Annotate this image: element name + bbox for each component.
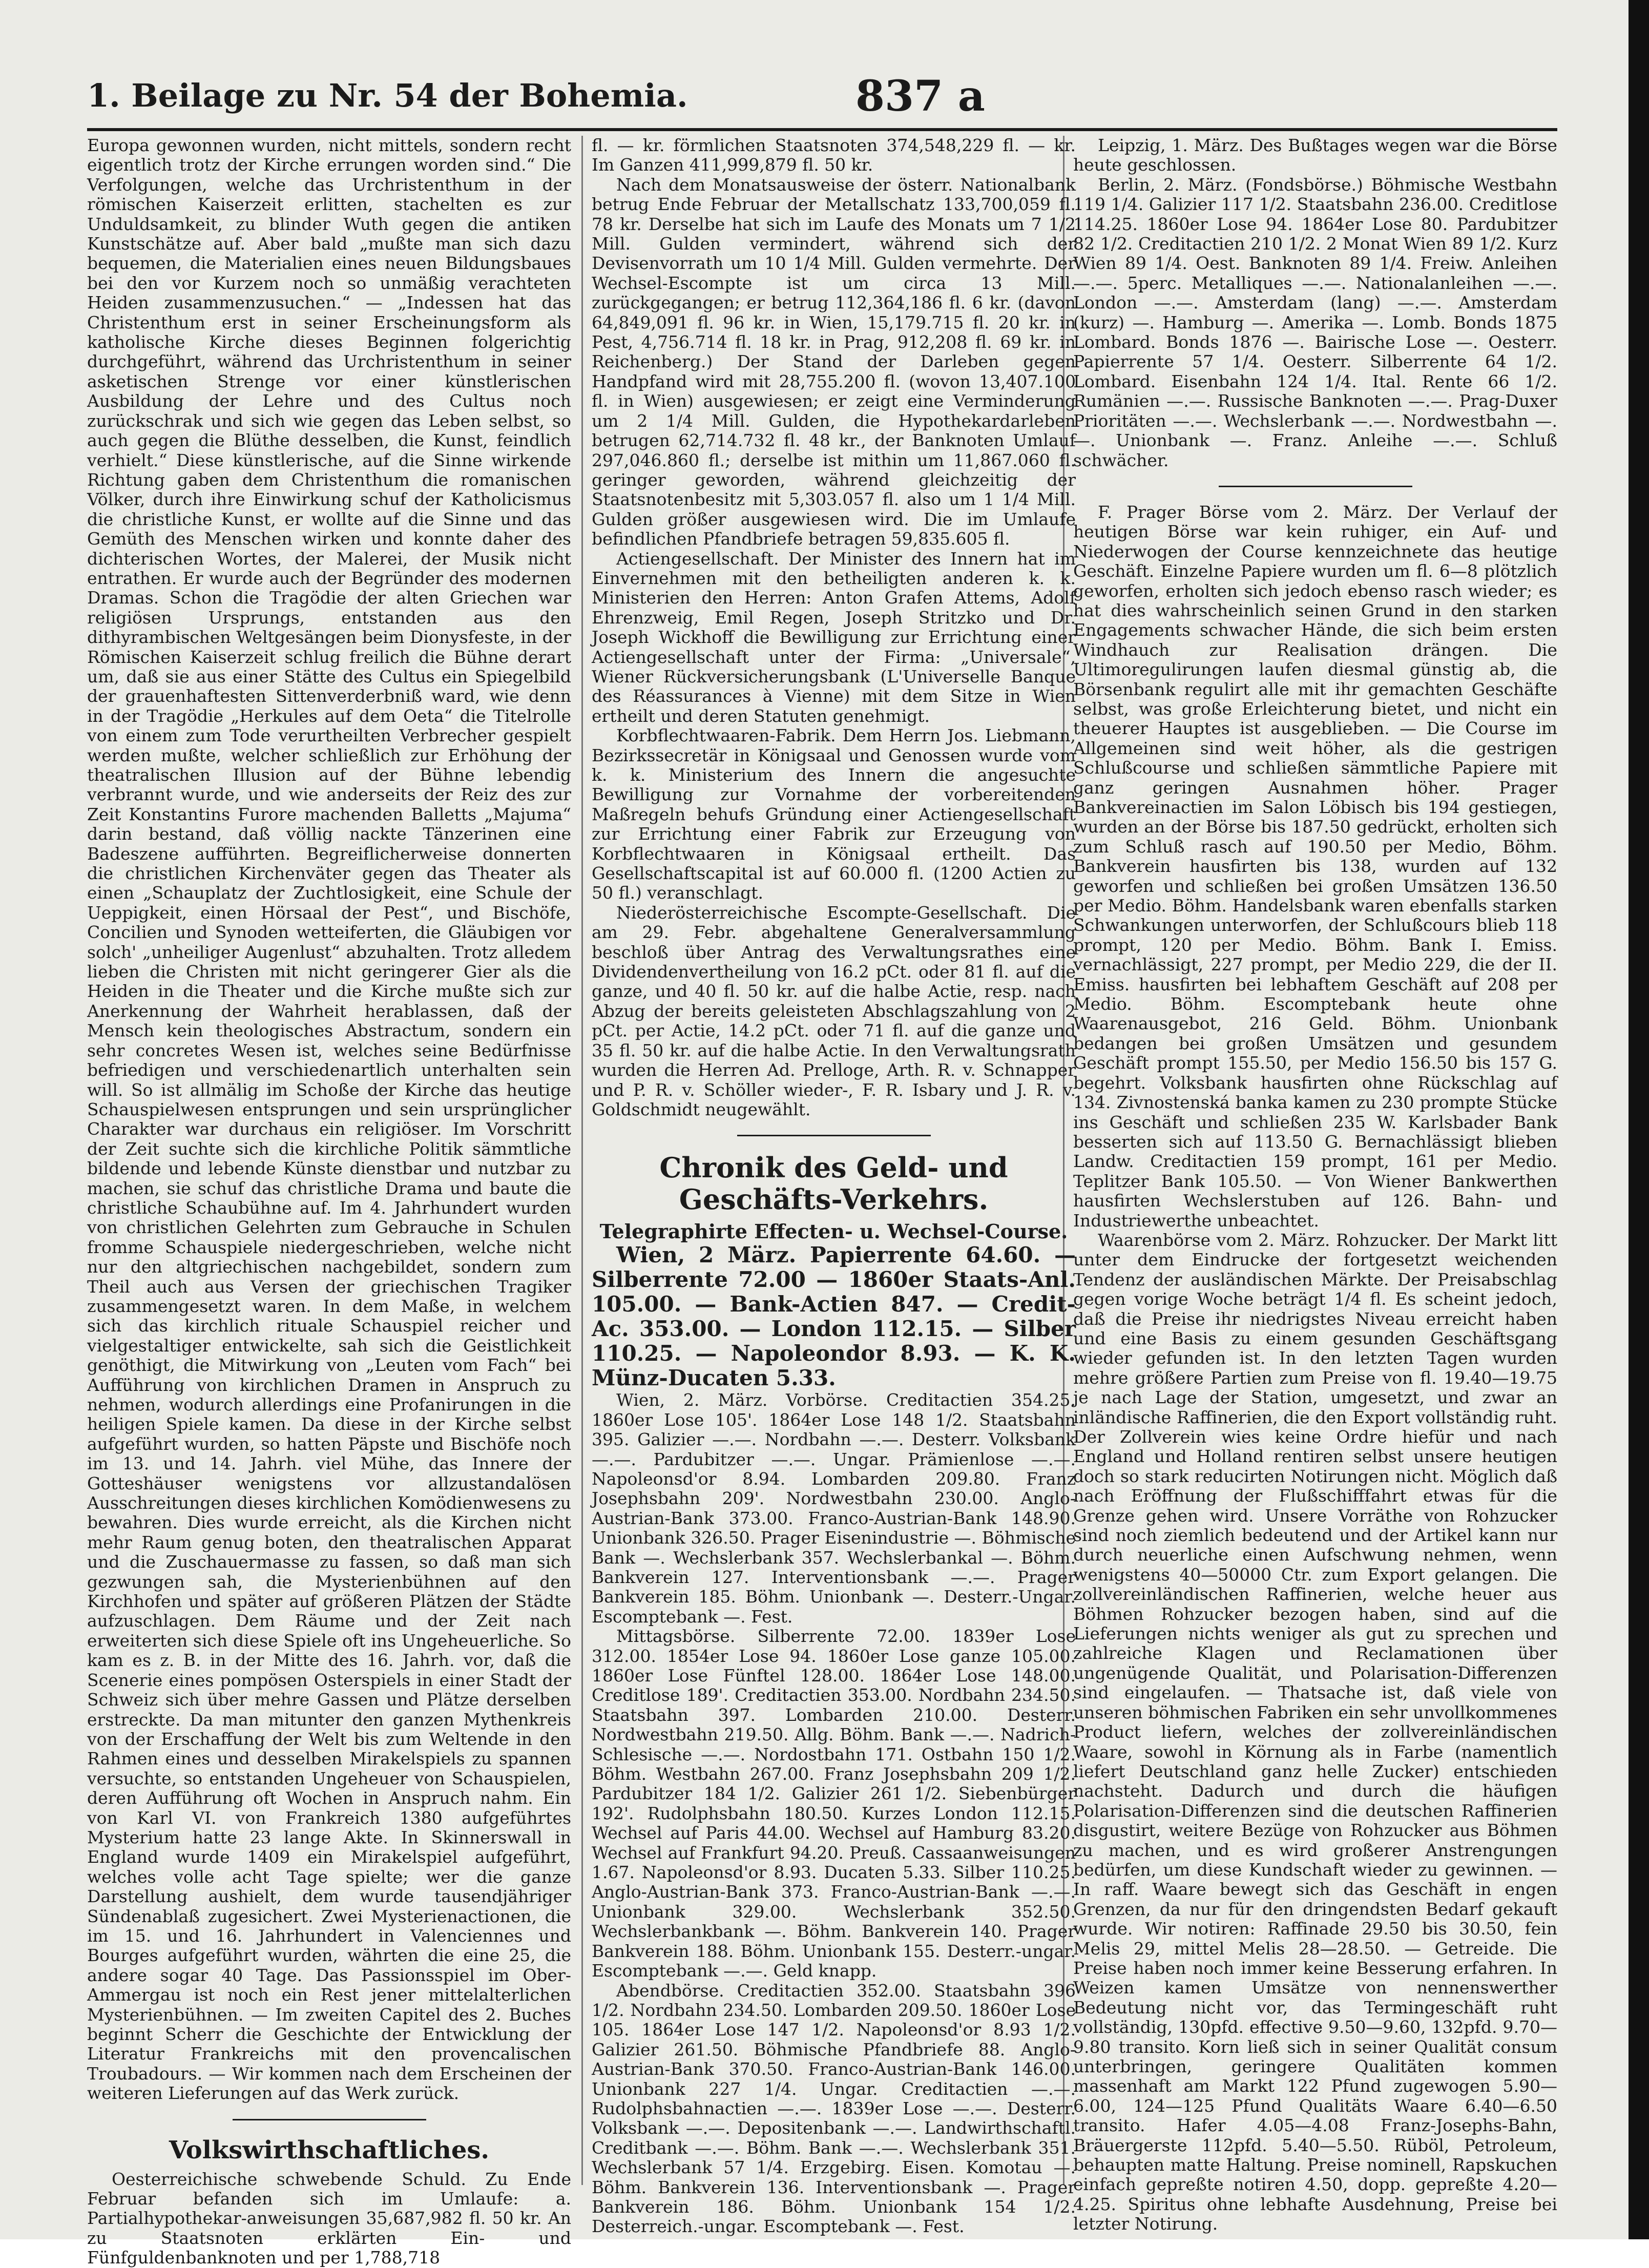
section-heading: Chronik des Geld- und Geschäfts-Verkehrs.: [659, 1151, 1008, 1216]
header-rule: [87, 128, 1557, 131]
section-rule: [233, 2119, 426, 2120]
article-text: Niederösterreichische Escompte-Gesellschaft. Die am 29. Febr. abgehaltene Generalversammlung beschloß über Antrag des Verwaltungsrathes eine Dividendenvertheilung von 16.2 pCt. oder 81 fl. auf die ganze, und 40 fl. 50 kr. auf die halbe Actie, resp. nach Abzug der bereits geleisteten Abschlagszahlung von 2 pCt. per Actie, 14.2 pCt. oder 71 fl. auf die ganze und 35 fl. 50 kr. auf die halbe Actie. In den Verwaltungsrath wurden die Herren Ad. Prelloge, Arth. R. v. Schnapper und P. R. v. Schöller wieder-, F. R. Isbary und J. R. v. Goldschmidt neugewählt.: [592, 902, 1076, 1119]
column-2: [592, 135, 1076, 2237]
section-subheading: Telegraphirte Effecten- u. Wechsel-Course.: [599, 1220, 1068, 1243]
article-text: Waarenbörse vom 2. März. Rohzucker. Der Markt litt unter dem Eindrucke der fortgesetzt weichenden Tendenz der ausländischen Märkte. Der Preisabschlag gegen vorige Woche beträgt 1/4 fl. Es scheint jedoch, daß die Preise ihr niedrigstes Niveau erreicht haben und eine Basis zu einem gesunden Geschäftsgang wieder gefunden ist. In den letzten Tagen wurden mehre größere Partien zum Preise von fl. 19.40—19.75 je nach Lage der Station, umgesetzt, und zwar an inländische Raffinerien, die den Export vollständig ruht. Der Zollverein wies keine Ordre hiefür und nach England und Holland rentiren selbst unsere heutigen doch so stark reducirten Notirungen nicht. Möglich daß nach Eröffnung der Flußschifffahrt etwas für die Grenze gehen wird. Unsere Vorräthe von Rohzucker sind noch ziemlich bedeutend und der Artikel kann nur durch neuerliche einen Aufschwung nehmen, wenn wenigstens 40—50000 Ctr. zum Export gelangen. Die zollvereinländischen Raffinerien, welche heuer aus Böhmen Rohzucker bezogen haben, sind auf die Lieferungen nichts weniger als gut zu sprechen und zahlreiche Klagen und Reclamationen über ungenügende Qualität, und Polarisation-Differenzen sind eingelaufen. — Thatsache ist, daß viele von unseren böhmischen Fabriken ein sehr unvollkommenes Product liefern, welches der zollvereinländischen Waare, sowohl in Körnung als in Farbe (namentlich liefert Deutschland ganz helle Zucker) entschieden nachsteht. Dadurch und durch die häufigen Polarisation-Differenzen sind die deutschen Raffinerien disgustirt, weitere Bezüge von Rohzucker aus Böhmen zu machen, und es wird großerer Anstrengungen bedürfen, um diese Kundschaft wieder zu gewinnen. — In raff. Waare bewegt sich das Geschäft in engen Grenzen, da nur für den dringendsten Bedarf gekauft wurde. Wir notiren: Raffinade 29.50 bis 30.50, fein Melis 29, mittel Melis 28—28.50. — Getreide. Die Preise haben noch immer keine Besserung erfahren. In Weizen kamen Umsätze von nennenswerther Bedeutung nicht vor, das Termingeschäft ruht vollständig, 130pfd. effective 9.50—9.60, 132pfd. 9.70—9.80 transito. Korn ließ sich in seiner Qualität consum unterbringen, geringere Qualitäten kommen massenhaft am Markt 122 Pfund zugewogen 5.90—6.00, 124—125 Pfund Qualitäts Waare 6.40—6.50 transito. Hafer 4.05—4.08 Franz-Josephs-Bahn, Bräuergerste 112pfd. 5.40—5.50. Rüböl, Petroleum, behaupten matte Haltung. Preise nominell, Rapskuchen einfach gepreßte notiren 4.50, dopp. gepreßte 4.20—4.25. Spiritus ohne lebhafte Ausdehnung, Preise bei letzter Notirung.: [1073, 1230, 1557, 2234]
article-text: Wien, 2. März. Vorbörse. Creditactien 354.25. 1860er Lose 105'. 1864er Lose 148 1/2. Staatsbahn 395. Galizier —.—. Nordbahn —.—. Desterr. Volksbank —.—. Pardubitzer —.—. Ungar. Prämienlose —.—. Napoleonsd'or 8.94. Lombarden 209.80. Franz Josephsbahn 209'. Nordwestbahn 230.00. Anglo-Austrian-Bank 373.00. Franco-Austrian-Bank 148.90. Unionbank 326.50. Prager Eisenindustrie —. Böhmische Bank —. Wechslerbank 357. Wechslerbankal —. Böhm. Bankverein 127. Interventionsbank —.—. Prager Bankverein 185. Böhm. Unionbank —. Desterr.-Ungar. Escomptebank —. Fest.: [592, 1390, 1076, 1627]
section-heading: Volkswirthschaftliches.: [169, 2135, 490, 2165]
telegram-courses: Wien, 2 März. Papierrente 64.60. — Silberrente 72.00 — 1860er Staats-Anl. 105.00. — Bank-Actien 847. — Credit-Ac. 353.00. — London 112.15. — Silber 110.25. — Napoleondor 8.93. — K. K. Münz-Ducaten 5.33.: [592, 1242, 1076, 1391]
article-text: fl. — kr. förmlichen Staatsnoten 374,548,229 fl. — kr. Im Ganzen 411,999,879 fl. 50 kr.: [592, 135, 1076, 175]
article-text: Abendbörse. Creditactien 352.00. Staatsbahn 396 1/2. Nordbahn 234.50. Lombarden 209.50. 1860er Lose 105. 1864er Lose 147 1/2. Napoleonsd'or 8.93 1/2. Galizier 261.50. Böhmische Pfandbriefe 88. Anglo-Austrian-Bank 370.50. Franco-Austrian-Bank 146.00. Unionbank 227 1/4. Ungar. Creditactien —.—. Rudolphsbahnactien —.—. 1839er Lose —.—. Desterr. Volksbank —.—. Depositenbank —.—. Landwirthschaftl. Creditbank —.—. Böhm. Bank —.—. Wechslerbank 351. Wechslerbank 57 1/4. Erzgebirg. Eisen. Komotau —. Böhm. Bankverein 136. Interventionsbank —. Prager Bankverein 186. Böhm. Unionbank 154 1/2. Desterreich.-ungar. Escomptebank —. Fest.: [592, 1980, 1076, 2237]
page-header: [87, 72, 1557, 126]
column-divider: [581, 136, 583, 2185]
article-text: Korbflechtwaaren-Fabrik. Dem Herrn Jos. Liebmann, Bezirkssecretär in Königsaal und Genossen wurde vom k. k. Ministerium des Innern die angesuchte Bewilligung zur Vornahme der vorbereitenden Maßregeln behufs Gründung einer Actiengesellschaft zur Errichtung einer Fabrik zur Erzeugung von Korbflechtwaaren in Königsaal ertheilt. Das Gesellschaftscapital ist auf 60.000 fl. (1200 Actien zu 50 fl.) veranschlagt.: [592, 725, 1076, 903]
page-edge: [1629, 0, 1649, 2239]
section-rule: [737, 1135, 931, 1136]
article-text: F. Prager Börse vom 2. März. Der Verlauf der heutigen Börse war kein ruhiger, ein Auf- und Niederwogen der Course kennzeichnete das heutige Geschäft. Einzelne Papiere wurden um fl. 6—8 plötzlich geworfen, erholten sich jedoch ebenso rasch wieder; es hat dies wahrscheinlich seinen Grund in den starken Engagements schwacher Hände, die sich beim ersten Windhauch zur Realisation drängen. Die Ultimoregulirungen laufen diesmal günstig ab, die Börsenbank regulirt alle mit ihr gemachten Geschäfte selbst, was große Erleichterung bietet, und nicht ein theuerer Hauptes ist ausgeblieben. — Die Course im Allgemeinen sind weit höher, als die gestrigen Schlußcourse und schließen sämmtliche Papiere mit ganz geringen Ausnahmen höher. Prager Bankvereinactien im Salon Löbisch bis 194 gestiegen, wurden an der Börse bis 187.50 gedrückt, erholten sich zum Schluß rasch auf 190.50 per Medio, Böhm. Bankverein hausfirten bis 138, wurden auf 132 geworfen und schließen bei großen Umsätzen 136.50 per Medio. Böhm. Handelsbank waren ebenfalls starken Schwankungen unterworfen, der Schlußcours blieb 118 prompt, 120 per Medio. Böhm. Bank I. Emiss. vernachlässigt, 227 prompt, per Medio 229, die der II. Emiss. hausfirten bei lebhaftem Geschäft auf 208 per Medio. Böhm. Escomptebank heute ohne Waarenausgebot, 216 Geld. Böhm. Unionbank bedangen bei großen Umsätzen und gesundem Geschäft prompt 155.50, per Medio 156.50 bis 157 G. begehrt. Volksbank hausfirten ohne Rückschlag auf 134. Zivnostenská banka kamen zu 230 prompte Stücke ins Geschäft und schließen 235 W. Karlsbader Bank besserten sich auf 113.50 G. Bernachlässigt blieben Landw. Creditactien 159 prompt, 161 per Medio. Teplitzer Bank 105.50. — Von Wiener Bankwerthen hausfirten Wechslerstuben auf 126. Bahn- und Industriewerthe unbeachtet.: [1073, 502, 1557, 1231]
column-3: [1073, 135, 1557, 2234]
article-text: Nach dem Monatsausweise der österr. Nationalbank betrug Ende Februar der Metallschatz 133,700,059 fl. 78 kr. Derselbe hat sich im Laufe des Monats um 7 1/2 Mill. Gulden vermindert, während sich der Devisenvorrath um 10 1/4 Mill. Gulden vermehrte. Der Wechsel-Escompte ist um circa 13 Mill. zurückgegangen; er betrug 112,364,186 fl. 6 kr. (davon 64,849,091 fl. 96 kr. in Wien, 15,179.715 fl. 20 kr. in Pest, 4,756.714 fl. 18 kr. in Prag, 912,208 fl. 69 kr. in Reichenberg.) Der Stand der Darleben gegen Handpfand wird mit 28,755.200 fl. (wovon 13,407.100 fl. in Wien) ausgewiesen; er zeigt eine Verminderung um 2 1/4 Mill. Gulden, die Hypothekardarleben betrugen 62,714.732 fl. 48 kr., der Banknoten Umlauf 297,046.860 fl.; derselbe ist mithin um 11,867.060 fl. geringer geworden, während gleichzeitig der Staatsnotenbesitz mit 5,303.057 fl. also um 1 1/4 Mill. Gulden größer ausgewiesen wird. Die im Umlaufe befindlichen Pfandbriefe betragen 59,835.605 fl.: [592, 174, 1076, 549]
article-text: Actiengesellschaft. Der Minister des Innern hat im Einvernehmen mit den betheiligten anderen k. k. Ministerien den Herren: Anton Grafen Attems, Adolf Ehrenzweig, Emil Regen, Joseph Stritzko und Dr. Joseph Wickhoff die Bewilligung zur Errichtung einer Actiengesellschaft unter der Firma: „Universale“, Wiener Rückversicherungsbank (L'Universelle Banque des Réassurances à Vienne) mit dem Sitze in Wien ertheilt und deren Statuten genehmigt.: [592, 548, 1076, 726]
supplement-title: 1. Beilage zu Nr. 54 der Bohemia.: [87, 77, 688, 114]
article-text: Berlin, 2. März. (Fondsbörse.) Böhmische Westbahn 119 1/4. Galizier 117 1/2. Staatsbahn 236.00. Creditlose 114.25. 1860er Lose 94. 1864er Lose 80. Pardubitzer 82 1/2. Creditactien 210 1/2. 2 Monat Wien 89 1/2. Kurz Wien 89 1/4. Oest. Banknoten 89 1/4. Freiw. Anleihen —.—. 5perc. Metalliques —.—. Nationalanleihen —.—. London —.—. Amsterdam (lang) —.—. Amsterdam (kurz) —. Hamburg —. Amerika —. Lomb. Bonds 1875 Lombard. Bonds 1876 —. Bairische Lose —. Oesterr. Papierrente 57 1/4. Oesterr. Silberrente 64 1/2. Lombard. Eisenbahn 124 1/4. Ital. Rente 66 1/2. Rumänien —.—. Russische Banknoten —.—. Prag-Duxer Prioritäten —.—. Wechslerbank —.—. Nordwestbahn —.—. Unionbank —. Franz. Anleihe —.—. Schluß schwächer.: [1073, 174, 1557, 470]
section-rule: [1219, 486, 1412, 487]
article-text: Mittagsbörse. Silberrente 72.00. 1839er Lose 312.00. 1854er Lose 94. 1860er Lose ganze 105.00. 1860er Lose Fünftel 128.00. 1864er Lose 148.00. Creditlose 189'. Creditactien 353.00. Nordbahn 234.50. Staatsbahn 397. Lombarden 210.00. Desterr. Nordwestbahn 219.50. Allg. Böhm. Bank —.—. Nadrich-Schlesische —.—. Nordostbahn 171. Ostbahn 150 1/2. Böhm. Westbahn 267.00. Franz Josephsbahn 209 1/2. Pardubitzer 184 1/2. Galizier 261 1/2. Siebenbürger 192'. Rudolphsbahn 180.50. Kurzes London 112.15. Wechsel auf Paris 44.00. Wechsel auf Hamburg 83.20. Wechsel auf Frankfurt 94.20. Preuß. Cassaanweisungen 1.67. Napoleonsd'or 8.93. Ducaten 5.33. Silber 110.25. Anglo-Austrian-Bank 373. Franco-Austrian-Bank —.—. Unionbank 329.00. Wechslerbank 352.50. Wechslerbankbank —. Böhm. Bankverein 140. Prager Bankverein 188. Böhm. Unionbank 155. Desterr.-ungar. Escomptebank —.—. Geld knapp.: [592, 1626, 1076, 1981]
page-number: 837 a: [855, 72, 985, 121]
column-1: [87, 135, 571, 2268]
article-text: Europa gewonnen wurden, nicht mittels, sondern recht eigentlich trotz der Kirche errungen worden sind.“ Die Verfolgungen, welche das Urchristenthum in der römischen Kaiserzeit erlitten, stachelten es zur Unduldsamkeit, zu blinder Wuth gegen die antiken Kunstschätze auf. Aber bald „mußte man sich dazu bequemen, die Materialien eines neuen Bildungsbaues bei den vor Kurzem noch so unmäßig verachteten Heiden zusammenzusuchen.“ — „Indessen hat das Christenthum erst in seiner Erscheinungsform als katholische Kirche dieses Beginnen folgerichtig durchgeführt, während das Urchristenthum in seiner asketischen Strenge vor einer künstlerischen Ausbildung der Lehre und des Cultus noch zurückschrak und sich wie gegen das Leben selbst, so auch gegen die Blüthe desselben, die Kunst, feindlich verhielt.“ Diese künstlerische, auf die Sinne wirkende Richtung gaben dem Christenthum die romanischen Völker, durch ihre Einwirkung schuf der Katholicismus die christliche Kunst, er wollte auf die Sinne und das Gemüth des Menschen wirken und konnte daher des dichterischen Wortes, der Malerei, der Musik nicht entrathen. Er wurde auch der Begründer des modernen Dramas. Schon die Tragödie der alten Griechen war religiösen Ursprungs, entstanden aus den dithyrambischen Weltgesängen beim Dionysfeste, in der Römischen Kaiserzeit schlug freilich die Bühne derart um, daß sie aus einer Stätte des Cultus ein Spiegelbild der grauenhaftesten Sittenverderbniß ward, wie denn in der Tragödie „Herkules auf dem Oeta“ die Titelrolle von einem zum Tode verurtheilten Verbrecher gespielt werden mußte, welcher schließlich zur Erhöhung der theatralischen Illusion auf der Bühne lebendig verbrannt wurde, und wie anderseits der Reiz des zur Zeit Konstantins Furore machenden Balletts „Majuma“ darin bestand, daß völlig nackte Tänzerinen eine Badeszene aufführten. Begreiflicherweise donnerten die christlichen Kirchenväter gegen das Theater als einen „Schauplatz der Zuchtlosigkeit, eine Schule der Ueppigkeit, einen Hörsaal der Pest“, und Bischöfe, Concilien und Synoden wetteiferten, die Gläubigen vor solch' „unheiliger Augenlust“ abzuhalten. Trotz alledem lieben die Christen mit nicht geringerer Gier als die Heiden in die Theater und die Kirche mußte sich zur Anerkennung der Wahrheit herablassen, daß der Mensch kein theologisches Abstractum, sondern ein sehr concretes Wesen ist, welches seine Bedürfnisse befriedigen und verschiedenartlich unterhalten sein will. So ist allmälig im Schoße der Kirche das heutige Schauspielwesen entsprungen und sein ursprünglicher Charakter war durchaus ein religiöser. Im Vorschritt der Zeit suchte sich die kirchliche Politik sämmtliche bildende und lebende Künste dienstbar und nutzbar zu machen, sie schuf das christliche Drama und baute die christliche Schaubühne auf. Im 4. Jahrhundert wurden von christlichen Gelehrten zum Gebrauche in Schulen fromme Schauspiele niedergeschrieben, welche nicht nur den altgriechischen nachgebildet, sondern zum Theil auch aus Versen der griechischen Tragiker zusammengesetzt waren. In dem Maße, in welchem sich das kirchlich rituale Schauspiel reicher und vielgestaltiger entwickelte, sah sich die Geistlichkeit genöthigt, die Mitwirkung von „Leuten vom Fach“ bei Aufführung von kirchlichen Dramen in Anspruch zu nehmen, wodurch allerdings eine Profanirungen in die heiligen Spiele kamen. Da diese in der Kirche selbst aufgeführt wurden, so hatten Päpste und Bischöfe noch im 13. und 14. Jahrh. viel Mühe, das Innere der Gotteshäuser wenigstens vor allzustandalösen Ausschreitungen dieses kirchlichen Komödienwesens zu bewahren. Dies wurde erreicht, als die Kirchen nicht mehr Raum genug boten, den theatralischen Apparat und die Zuschauermasse zu fassen, so daß man sich gezwungen sah, die Mysterienbühnen auf den Kirchhofen und später auf größeren Plätzen der Städte aufzuschlagen. Dem Räume und der Zeit nach erweiterten sich diese Spiele oft ins Ungeheuerliche. So kam es z. B. in der Mitte des 16. Jahrh. vor, daß die Scenerie eines pompösen Osterspiels in einer Stadt der Schweiz sich über mehre Gassen und Plätze derselben erstreckte. Da man mitunter den ganzen Mythenkreis von der Erschaffung der Welt bis zum Weltende in den Rahmen eines und desselben Mirakelspiels zu spannen versuchte, so entstanden Ungeheuer von Schauspielen, deren Aufführung oft Wochen in Anspruch nahm. Ein von Karl VI. von Frankreich 1380 aufgeführtes Mysterium hatte 23 lange Akte. In Skinnerswall in England wurde 1409 ein Mirakelspiel aufgeführt, welches volle acht Tage spielte; wer die ganze Darstellung aushielt, dem wurde tausendjähriger Sündenablaß zugesichert. Zwei Mysterienactionen, die im 15. und 16. Jahrhundert in Valenciennes und Bourges aufgeführt wurden, währten die eine 25, die andere sogar 40 Tage. Das Passionsspiel im Ober-Ammergau ist noch ein Rest jener mittelalterlichen Mysterienbühnen. — Im zweiten Capitel des 2. Buches beginnt Scherr die Geschichte der Entwicklung der Literatur Frankreichs mit den provencalischen Troubadours. — Wir kommen nach dem Erscheinen der weiteren Lieferungen auf das Werk zurück.: [87, 135, 571, 2104]
article-text: Oesterreichische schwebende Schuld. Zu Ende Februar befanden sich im Umlaufe: a. Partialhypothekar-anweisungen 35,687,982 fl. 50 kr. An zu Staatsnoten erklärten Ein- und Fünfguldenbanknoten und per 1,788,718: [87, 2169, 571, 2268]
article-text: Leipzig, 1. März. Des Bußtages wegen war die Börse heute geschlossen.: [1073, 135, 1557, 175]
